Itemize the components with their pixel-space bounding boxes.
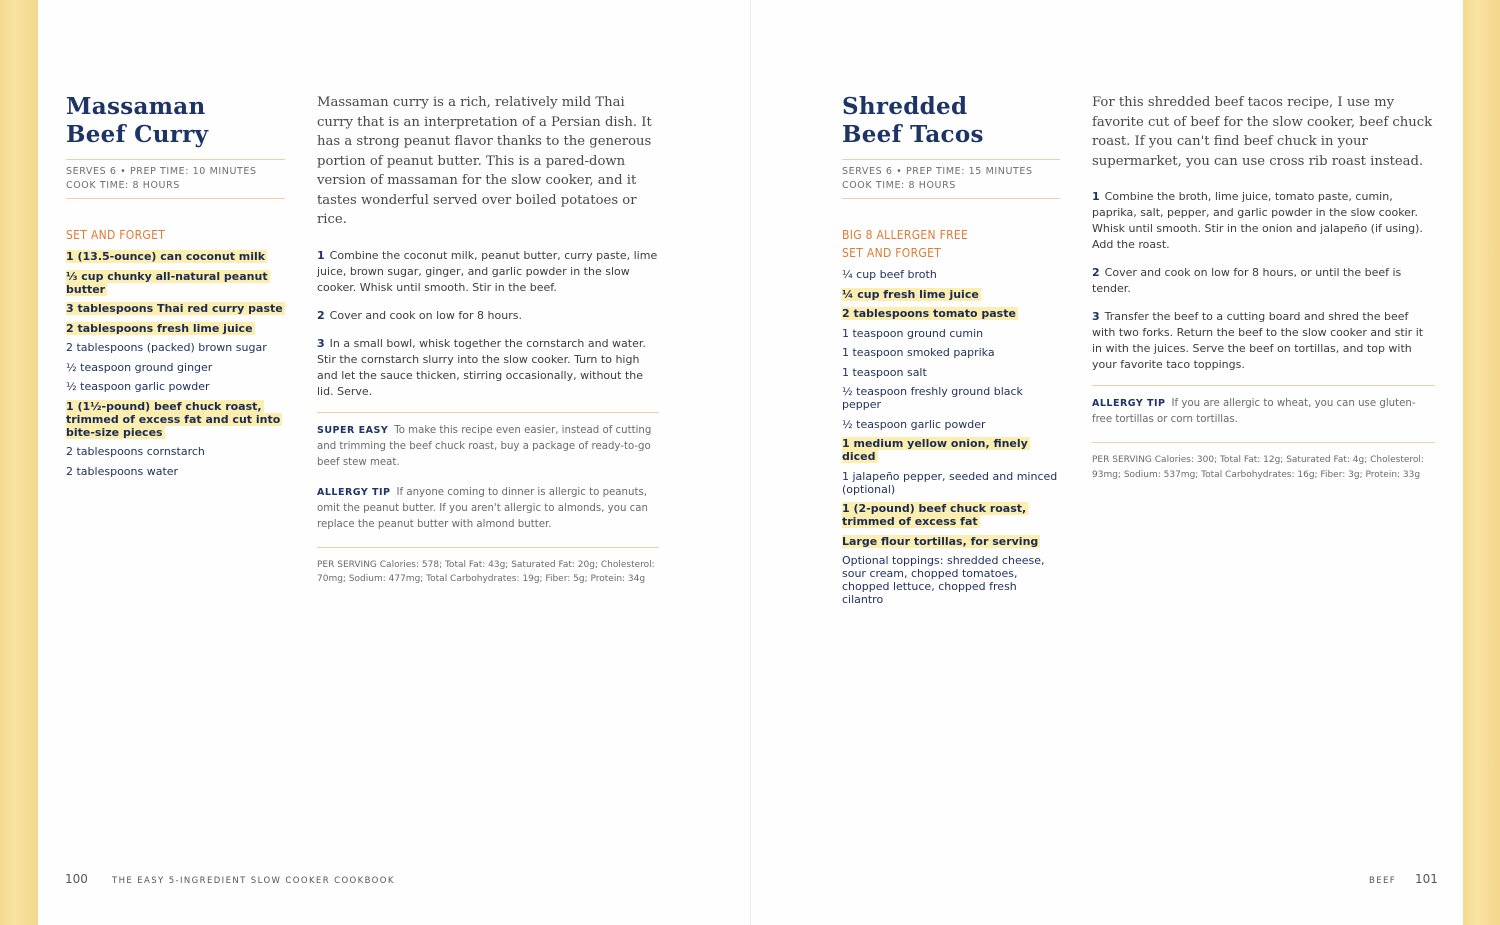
ingredient-item (842, 554, 1060, 606)
ingredient-text: 2 tablespoons water (66, 464, 179, 478)
page-right (750, 0, 1463, 925)
steps (317, 248, 659, 400)
step (1092, 309, 1435, 373)
ingredient-text: 1 medium yellow onion, finely diced (842, 437, 1028, 463)
ingredient-item (66, 322, 285, 335)
step (1092, 189, 1435, 253)
step (317, 248, 659, 296)
ingredient-item (66, 270, 285, 296)
divider (317, 412, 659, 413)
ingredient-text: 1 (1½-pound) beef chuck roast, trimmed of excess fat and cut into bite-size pieces (66, 399, 281, 439)
ingredient-item (66, 400, 285, 439)
tip (1092, 396, 1435, 428)
ingredient-text: ½ teaspoon ground ginger (66, 360, 213, 374)
cook-time: COOK TIME: 8 HOURS (66, 180, 180, 191)
title-line: Beef Curry (66, 121, 209, 148)
tip-label: ALLERGY TIP (317, 486, 391, 498)
step-text: Combine the coconut milk, peanut butter, curry paste, lime juice, brown sugar, ginger, and garlic powder in the slow cooker. Whisk until smooth. Stir in the beef. (317, 248, 658, 294)
ingredient-text: 1 teaspoon salt (842, 365, 927, 379)
page-number: 100 (65, 872, 88, 886)
ingredient-text: 1 teaspoon smoked paprika (842, 346, 995, 359)
step (317, 336, 659, 400)
recipe-sidebar-right (842, 93, 1060, 613)
recipe-body-right (1092, 93, 1435, 482)
ingredient-text: ½ teaspoon freshly ground black pepper (842, 385, 1023, 411)
title-line: Beef Tacos (842, 121, 984, 148)
ingredient-item (842, 502, 1060, 528)
page-number: 101 (1415, 872, 1438, 886)
tip (317, 423, 659, 471)
divider (1092, 385, 1435, 386)
step-text: In a small bowl, whisk together the cornstarch and water. Stir the cornstarch slurry into the slow cooker. Turn to high and let the sauce thicken, stirring occasionally, without the lid. Serve. (317, 336, 646, 398)
step (317, 308, 659, 324)
ingredient-item (66, 361, 285, 374)
nutrition-info: PER SERVING Calories: 578; Total Fat: 43g; Saturated Fat: 20g; Cholesterol: 70mg; Sodium: 477mg; Total Carbohydrates: 19g; Fiber: 5g; Protein: 34g (317, 559, 655, 584)
serves-prep-time: SERVES 6 • PREP TIME: 10 MINUTES (66, 166, 257, 177)
ingredient-text: ½ teaspoon garlic powder (842, 417, 986, 431)
ingredient-text: ½ teaspoon garlic powder (66, 380, 210, 393)
recipe-meta (842, 159, 1060, 199)
nutrition-info: PER SERVING Calories: 300; Total Fat: 12g; Saturated Fat: 4g; Cholesterol: 93mg; Sodium: 537mg; Total Carbohydrates: 16g; Fiber: 3g; Protein: 33g (1092, 455, 1424, 480)
recipe-title (66, 93, 285, 149)
ingredient-text: 2 tablespoons fresh lime juice (66, 321, 253, 335)
tips (317, 423, 659, 533)
steps (1092, 189, 1435, 373)
ingredient-item (842, 268, 1060, 281)
ingredient-item (66, 341, 285, 354)
step-text: Combine the broth, lime juice, tomato paste, cumin, paprika, salt, pepper, and garlic powder in the slow cooker. Whisk until smooth. Stir in the onion and jalapeño (if using). Add the roast. (1092, 190, 1423, 251)
tip-label: ALLERGY TIP (1092, 398, 1166, 409)
recipe-meta (66, 159, 285, 199)
tips (1092, 396, 1435, 428)
recipe-body-left (317, 93, 659, 587)
ingredient-text: 1 (2-pound) beef chuck roast, trimmed of excess fat (842, 502, 1027, 528)
step-number: 2 (1092, 266, 1100, 279)
ingredient-item (66, 445, 285, 458)
ingredient-item (842, 288, 1060, 301)
serves-prep-time: SERVES 6 • PREP TIME: 15 MINUTES (842, 166, 1033, 177)
divider (317, 547, 659, 548)
tip-text: To make this recipe even easier, instead of cutting and trimming the beef chuck roast, buy a package of ready-to-go beef stew meat. (317, 424, 652, 468)
recipe-intro: For this shredded beef tacos recipe, I use my favorite cut of beef for the slow cooker, beef chuck roast. If you can't find beef chuck in your supermarket, you can use cross rib roast instead. (1092, 95, 1433, 169)
ingredient-text: 2 tablespoons (packed) brown sugar (66, 341, 267, 354)
ingredient-text: ¼ cup beef broth (842, 268, 937, 281)
ingredient-item (842, 366, 1060, 379)
ingredient-item (66, 380, 285, 393)
ingredient-item (842, 307, 1060, 320)
step-text: Cover and cook on low for 8 hours. (329, 308, 522, 322)
title-line: Massaman (66, 93, 206, 120)
divider (1092, 442, 1435, 443)
ingredient-list (842, 268, 1060, 606)
ingredient-item (842, 535, 1060, 548)
ingredient-text: 3 tablespoons Thai red curry paste (66, 302, 283, 315)
tip-text: If anyone coming to dinner is allergic to peanuts, omit the peanut butter. If you aren't allergic to almonds, you can replace the peanut butter with almond butter. (317, 486, 648, 530)
recipe-title (842, 93, 1060, 149)
ingredient-item (66, 250, 285, 263)
ingredient-item (842, 470, 1060, 496)
title-line: Shredded (842, 93, 968, 120)
ingredient-list (66, 250, 285, 478)
ingredient-text: Large flour tortillas, for serving (842, 534, 1039, 548)
page-left (38, 0, 750, 925)
running-head: THE EASY 5-INGREDIENT SLOW COOKER COOKBOOK (112, 876, 395, 886)
ingredient-item (66, 465, 285, 478)
ingredient-text: ¼ cup fresh lime juice (842, 287, 979, 301)
page-edge-right (1462, 0, 1500, 925)
page-edge-left (0, 0, 38, 925)
recipe-label: SET AND FORGET (842, 246, 942, 260)
ingredient-text: Optional toppings: shredded cheese, sour cream, chopped tomatoes, chopped lettuce, chopped fresh cilantro (842, 554, 1045, 606)
cook-time: COOK TIME: 8 HOURS (842, 180, 956, 191)
step-number: 1 (317, 248, 325, 262)
ingredient-item (842, 327, 1060, 340)
recipe-intro: Massaman curry is a rich, relatively mild Thai curry that is an interpretation of a Persian dish. It has a strong peanut flavor thanks to the generous portion of peanut butter. This is a pared-down version of massaman for the slow cooker, and it tastes wonderful served over boiled potatoes or rice. (317, 95, 652, 227)
ingredient-text: 2 tablespoons cornstarch (66, 445, 205, 458)
ingredient-text: 1 teaspoon ground cumin (842, 326, 984, 340)
ingredient-item (842, 346, 1060, 359)
step-number: 1 (1092, 190, 1100, 203)
step-number: 3 (1092, 310, 1100, 323)
recipe-label: BIG 8 ALLERGEN FREE (842, 228, 969, 242)
step-number: 3 (317, 336, 325, 350)
ingredient-text: 1 jalapeño pepper, seeded and minced (optional) (842, 469, 1058, 496)
tip-label: SUPER EASY (317, 424, 389, 436)
tip (317, 485, 659, 533)
ingredient-item (842, 385, 1060, 411)
recipe-sidebar-left (66, 93, 285, 484)
ingredient-item (842, 437, 1060, 463)
step (1092, 265, 1435, 297)
running-head: BEEF (1369, 876, 1397, 886)
ingredient-text: 2 tablespoons tomato paste (842, 307, 1016, 320)
ingredient-item (66, 302, 285, 315)
tip-text: If you are allergic to wheat, you can use gluten-free tortillas or corn tortillas. (1092, 398, 1416, 425)
step-number: 2 (317, 308, 325, 322)
step-text: Cover and cook on low for 8 hours, or until the beef is tender. (1092, 266, 1402, 295)
ingredient-text: ⅓ cup chunky all-natural peanut butter (66, 269, 268, 296)
ingredient-text: 1 (13.5-ounce) can coconut milk (66, 250, 266, 263)
ingredient-item (842, 418, 1060, 431)
step-text: Transfer the beef to a cutting board and shred the beef with two forks. Return the beef to the slow cooker and stir it in with the juices. Serve the beef on tortillas, and top with your favorite taco toppings. (1092, 310, 1424, 371)
recipe-label: SET AND FORGET (66, 228, 166, 242)
